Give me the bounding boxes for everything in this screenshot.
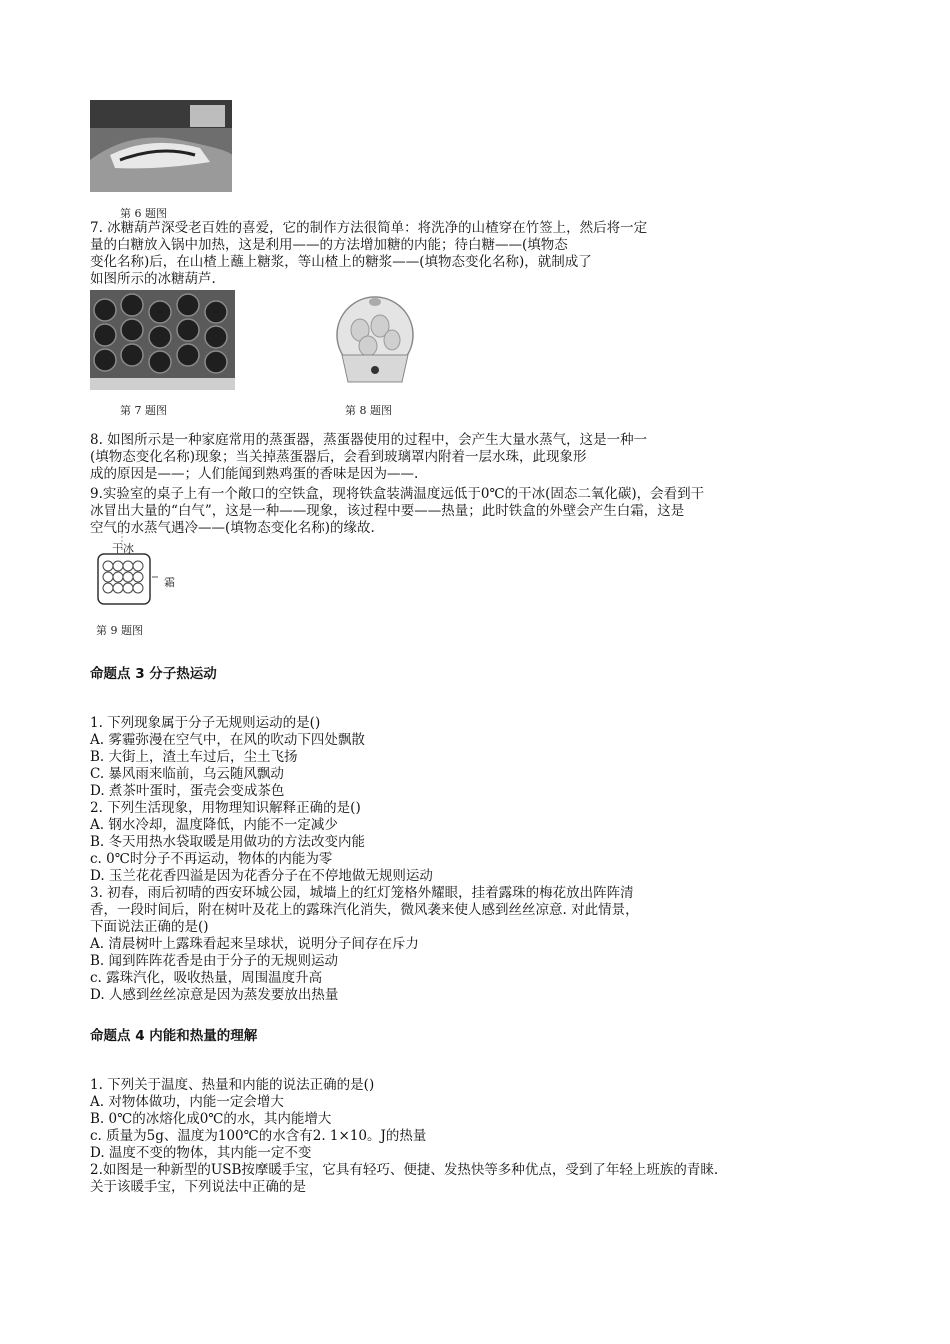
q9-line-1: 9.实验室的桌子上有一个敞口的空铁盒，现将铁盒装满温度远低于0℃的干冰(固态二氧化碳)，会看到干 [90,486,705,502]
q7-line-1: 7. 冰糖葫芦深受老百姓的喜爱，它的制作方法很简单：将洗净的山楂穿在竹签上，然后将一定 [90,220,648,236]
figure-9-label-frost: 霜 [164,576,175,589]
s3-line: B. 大街上，渣土车过后，尘土飞扬 [90,749,298,765]
q7-line-2: 量的白糖放入锅中加热，这是利用——的方法增加糖的内能；待白糖——(填物态 [90,237,568,253]
s3-line: c. 0℃时分子不再运动，物体的内能为零 [90,851,333,867]
figure-9-label-ice: 干冰 [112,542,134,555]
q7-line-4: 如图所示的冰糖葫芦. [90,271,216,287]
s3-line: B. 冬天用热水袋取暖是用做功的方法改变内能 [90,834,366,850]
s4-line: A. 对物体做功，内能一定会增大 [90,1094,284,1110]
figure-8-caption: 第 8 题图 [345,404,392,417]
section-4-title: 命题点 4 内能和热量的理解 [90,1028,258,1044]
figure-7-caption: 第 7 题图 [120,404,167,417]
s4-line: D. 温度不变的物体，其内能一定不变 [90,1145,312,1161]
s3-line: 香，一段时间后，附在树叶及花上的露珠汽化消失，微风袭来使人感到丝丝凉意. 对此情景， [90,902,639,918]
s4-line: B. 0℃的冰熔化成0℃的水，其内能增大 [90,1111,332,1127]
s3-line: 2. 下列生活现象，用物理知识解释正确的是() [90,800,361,816]
s3-line: C. 暴风雨来临前，乌云随风飘动 [90,766,284,782]
s4-line: 1. 下列关于温度、热量和内能的说法正确的是() [90,1077,375,1093]
s3-line: A. 雾霾弥漫在空气中，在风的吹动下四处飘散 [90,732,365,748]
figure-8-egg-steamer [330,290,420,390]
s3-line: 下面说法正确的是() [90,919,209,935]
q8-line-3: 成的原因是——；人们能闻到熟鸡蛋的香味是因为——. [90,466,419,482]
figure-6-photo [90,100,232,192]
s4-line: 关于该暖手宝，下列说法中正确的是 [90,1179,306,1195]
s3-line: B. 闻到阵阵花香是由于分子的无规则运动 [90,953,339,969]
s3-line: c. 露珠汽化，吸收热量，周围温度升高 [90,970,323,986]
figure-6-caption: 第 6 题图 [120,207,167,220]
s3-line: D. 人感到丝丝凉意是因为蒸发要放出热量 [90,987,339,1003]
s3-line: A. 钢水冷却，温度降低，内能不一定减少 [90,817,338,833]
q9-line-3: 空气的水蒸气遇冷——(填物态变化名称)的缘故. [90,520,375,536]
q9-line-2: 冰冒出大量的“白气”，这是一种——现象，该过程中要——热量；此时铁盒的外壁会产生白霜，这是 [90,503,685,519]
q8-line-2: (填物态变化名称)现象；当关掉蒸蛋器后，会看到玻璃罩内附着一层水珠，此现象形 [90,449,587,465]
s3-line: D. 玉兰花花香四溢是因为花香分子在不停地做无规则运动 [90,868,433,884]
s3-line: D. 煮茶叶蛋时，蛋壳会变成茶色 [90,783,285,799]
figure-9-caption: 第 9 题图 [96,624,143,637]
q8-line-1: 8. 如图所示是一种家庭常用的蒸蛋器，蒸蛋器使用的过程中，会产生大量水蒸气，这是一种一 [90,432,648,448]
figure-7-photo [90,290,235,390]
s4-line: c. 质量为5g、温度为100℃的水含有2. 1×10。J的热量 [90,1128,427,1144]
s3-line: 3. 初春，雨后初晴的西安环城公园，城墙上的红灯笼格外耀眼，挂着露珠的梅花放出阵阵清 [90,885,634,901]
s4-line: 2.如图是一种新型的USB按摩暖手宝，它具有轻巧、便捷、发热快等多种优点，受到了年轻上班族的青睐. [90,1162,719,1178]
q7-line-3: 变化名称)后，在山楂上蘸上糖浆，等山楂上的糖浆——(填物态变化名称)，就制成了 [90,254,592,270]
s3-line: A. 清晨树叶上露珠看起来呈球状，说明分子间存在斥力 [90,936,419,952]
section-3-title: 命题点 3 分子热运动 [90,666,217,682]
s3-line: 1. 下列现象属于分子无规则运动的是() [90,715,321,731]
